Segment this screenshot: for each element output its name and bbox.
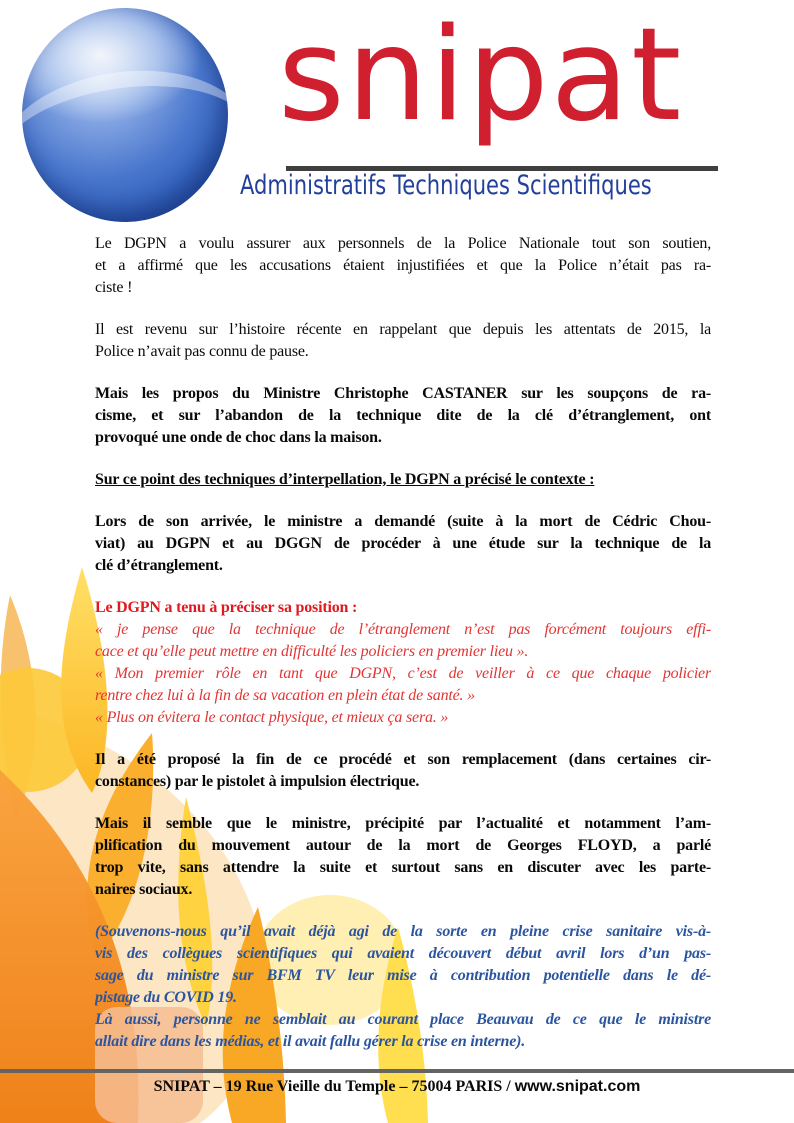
para-soutien: [95, 233, 711, 299]
text-line: cisme, et sur l’abandon de la technique dite de la clé d’étranglement, ont: [95, 407, 711, 424]
footer-address: [0, 1078, 794, 1096]
text-line: Il a été proposé la fin de ce procédé et son remplacement (dans certaines cir-: [95, 751, 711, 768]
para-remplacement: [95, 749, 711, 793]
para-crise-interne: [95, 1009, 711, 1053]
text-line: clé d’étranglement.: [95, 557, 223, 574]
para-crise-covid: [95, 921, 711, 1009]
text-line: « Plus on évitera le contact physique, et mieux ça sera. »: [95, 709, 449, 726]
text-line: Mais il semble que le ministre, précipité par l’actualité et notamment l’am-: [95, 815, 711, 832]
text-line: cace et qu’elle peut mettre en difficulté les policiers en premier lieu ».: [95, 643, 529, 660]
quote-efficacite: [95, 619, 711, 663]
footer-address-text: SNIPAT – 19 Rue Vieille du Temple – 75004 PARIS /: [153, 1078, 515, 1095]
text-line: allait dire dans les médias, et il avait fallu gérer la crise en interne).: [95, 1033, 526, 1050]
text-line: sage du ministre sur BFM TV leur mise à contribution potentielle dans le dé-: [95, 967, 711, 984]
text-line: (Souvenons-nous qu’il avait déjà agi de la sorte en pleine crise sanitaire vis-à-: [95, 923, 711, 940]
snipat-logo-sphere-icon: [22, 8, 228, 222]
text-line: Il est revenu sur l’histoire récente en rappelant que depuis les attentats de 2015, la: [95, 321, 711, 338]
text-line: Mais les propos du Ministre Christophe CASTANER sur les soupçons de ra-: [95, 385, 711, 402]
para-ministre-parle-trop-vite: [95, 813, 711, 901]
text-line: ciste !: [95, 279, 133, 296]
text-line: « je pense que la technique de l’étranglement n’est pas forcément toujours effi-: [95, 621, 711, 638]
text-line: provoqué une onde de choc dans la maison.: [95, 429, 382, 446]
text-line: Le DGPN a voulu assurer aux personnels de la Police Nationale tout son soutien,: [95, 235, 711, 252]
text-line: Lors de son arrivée, le ministre a demandé (suite à la mort de Cédric Chou-: [95, 513, 711, 530]
text-line: Police n’avait pas connu de pause.: [95, 343, 309, 360]
text-line: Là aussi, personne ne semblait au courant place Beauvau de ce que le ministre: [95, 1011, 711, 1028]
document-body: [95, 233, 711, 1053]
para-etude: [95, 511, 711, 577]
footer-divider: [0, 1069, 794, 1073]
heading-position-dgpn: [95, 597, 711, 619]
quote-role-dgpn: [95, 663, 711, 707]
text-line: Sur ce point des techniques d’interpellation, le DGPN a précisé le contexte :: [95, 471, 595, 488]
text-line: viat) au DGPN et au DGGN de procéder à une étude sur la technique de la: [95, 535, 711, 552]
text-line: naires sociaux.: [95, 881, 193, 898]
text-line: Le DGPN a tenu à préciser sa position :: [95, 599, 358, 616]
quote-contact: [95, 707, 711, 729]
text-line: pistage du COVID 19.: [95, 989, 237, 1006]
text-line: trop vite, sans attendre la suite et surtout sans en discuter avec les parte-: [95, 859, 711, 876]
para-histoire: [95, 319, 711, 363]
footer-website-link[interactable]: www.snipat.com: [514, 1078, 641, 1095]
logo-subtitle: Administratifs Techniques Scientifiques: [240, 170, 652, 201]
text-line: « Mon premier rôle en tant que DGPN, c’est de veiller à ce que chaque policier: [95, 665, 711, 682]
text-line: rentre chez lui à la fin de sa vacation en plein état de santé. »: [95, 687, 475, 704]
text-line: et a affirmé que les accusations étaient injustifiées et que la Police n’était pas ra-: [95, 257, 711, 274]
heading-interpellation: [95, 469, 711, 491]
logo-wordmark: snipat: [278, 1, 684, 150]
text-line: vis des collègues scientifiques qui avaient découvert début avril lors d’un pas-: [95, 945, 711, 962]
para-castaner: [95, 383, 711, 449]
text-line: constances) par le pistolet à impulsion électrique.: [95, 773, 420, 790]
text-line: plification du mouvement autour de la mort de Georges FLOYD, a parlé: [95, 837, 711, 854]
